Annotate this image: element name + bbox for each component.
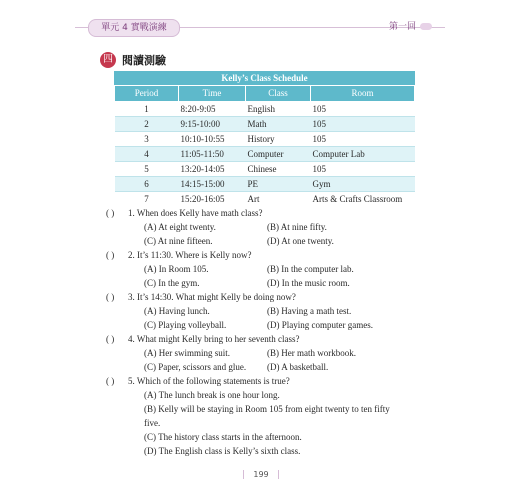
- question-item: [106, 374, 406, 458]
- section-title: 閱讀測驗: [122, 54, 166, 67]
- time-cell: 10:10-10:55: [179, 132, 246, 147]
- table-row: [115, 102, 415, 117]
- period-cell: 3: [115, 132, 179, 147]
- answer-option: (A) Her swimming suit.: [144, 348, 230, 358]
- question-text: 2. It’s 11:30. Where is Kelly now?: [128, 250, 252, 260]
- time-cell: 14:15-15:00: [179, 177, 246, 192]
- table-header-row: [115, 86, 415, 102]
- question-text: 1. When does Kelly have math class?: [128, 208, 263, 218]
- answer-option: (C) In the gym.: [144, 278, 200, 288]
- room-cell: 105: [311, 102, 415, 117]
- answer-option: (B) At nine fifty.: [267, 222, 327, 232]
- table-row: [115, 192, 415, 207]
- class-cell: PE: [246, 177, 311, 192]
- unit-label: 單元 4 實戰演練: [88, 19, 180, 37]
- answer-option: (C) Playing volleyball.: [144, 320, 227, 330]
- answer-option: (A) At eight twenty.: [144, 222, 216, 232]
- class-cell: Math: [246, 117, 311, 132]
- page-number: 199: [243, 470, 279, 479]
- room-cell: 105: [311, 117, 415, 132]
- option-list: [144, 388, 406, 458]
- period-cell: 2: [115, 117, 179, 132]
- option-list: [144, 346, 406, 374]
- answer-option: (D) In the music room.: [267, 278, 350, 288]
- option-list: [144, 262, 406, 290]
- answer-blank[interactable]: ( ): [106, 376, 115, 386]
- answer-blank[interactable]: ( ): [106, 208, 115, 218]
- option-list: [144, 220, 406, 248]
- schedule-table: [114, 71, 415, 206]
- class-cell: Computer: [246, 147, 311, 162]
- section-badge: 四: [100, 52, 116, 68]
- period-cell: 4: [115, 147, 179, 162]
- question-text: 4. What might Kelly bring to her seventh class?: [128, 334, 300, 344]
- class-cell: Chinese: [246, 162, 311, 177]
- question-text: 5. Which of the following statements is true?: [128, 376, 290, 386]
- answer-blank[interactable]: ( ): [106, 250, 115, 260]
- class-cell: Art: [246, 192, 311, 207]
- table-body: [115, 102, 415, 207]
- answer-blank[interactable]: ( ): [106, 334, 115, 344]
- question-stem: [106, 290, 406, 304]
- answer-option: (D) Playing computer games.: [267, 320, 373, 330]
- question-item: [106, 332, 406, 374]
- column-header-time: Time: [179, 86, 246, 102]
- question-stem: [106, 374, 406, 388]
- option-list: [144, 304, 406, 332]
- chapter-label: [354, 20, 432, 34]
- answer-option: (C) Paper, scissors and glue.: [144, 362, 247, 372]
- answer-blank[interactable]: ( ): [106, 292, 115, 302]
- table-row: [115, 162, 415, 177]
- period-cell: 1: [115, 102, 179, 117]
- time-cell: 13:20-14:05: [179, 162, 246, 177]
- room-cell: Arts & Crafts Classroom: [311, 192, 415, 207]
- room-cell: Computer Lab: [311, 147, 415, 162]
- table-row: [115, 177, 415, 192]
- answer-option: (D) At one twenty.: [267, 236, 334, 246]
- period-cell: 7: [115, 192, 179, 207]
- question-stem: [106, 248, 406, 262]
- time-cell: 8:20-9:05: [179, 102, 246, 117]
- period-cell: 5: [115, 162, 179, 177]
- answer-option: (B) In the computer lab.: [267, 264, 354, 274]
- question-stem: [106, 206, 406, 220]
- chapter-marker-icon: [420, 23, 432, 30]
- time-cell: 11:05-11:50: [179, 147, 246, 162]
- question-item: [106, 248, 406, 290]
- answer-option: (D) A basketball.: [267, 362, 329, 372]
- section-heading: [100, 52, 166, 68]
- table-title: Kelly’s Class Schedule: [114, 71, 415, 85]
- room-cell: 105: [311, 132, 415, 147]
- question-list: [106, 206, 406, 458]
- table-row: [115, 117, 415, 132]
- time-cell: 9:15-10:00: [179, 117, 246, 132]
- answer-option: (A) The lunch break is one hour long.: [144, 390, 280, 400]
- question-item: [106, 290, 406, 332]
- answer-option: (C) The history class starts in the afternoon.: [144, 432, 302, 442]
- question-stem: [106, 332, 406, 346]
- period-cell: 6: [115, 177, 179, 192]
- room-cell: 105: [311, 162, 415, 177]
- answer-option: (A) In Room 105.: [144, 264, 209, 274]
- column-header-class: Class: [246, 86, 311, 102]
- question-item: [106, 206, 406, 248]
- table-row: [115, 147, 415, 162]
- answer-option: (D) The English class is Kelly’s sixth class.: [144, 446, 301, 456]
- answer-option: (B) Kelly will be staying in Room 105 from eight twenty to ten fifty five.: [144, 404, 390, 428]
- answer-option: (B) Her math workbook.: [267, 348, 356, 358]
- class-cell: History: [246, 132, 311, 147]
- column-header-room: Room: [311, 86, 415, 102]
- answer-option: (B) Having a math test.: [267, 306, 352, 316]
- class-cell: English: [246, 102, 311, 117]
- answer-option: (C) At nine fifteen.: [144, 236, 213, 246]
- answer-option: (A) Having lunch.: [144, 306, 210, 316]
- table-row: [115, 132, 415, 147]
- chapter-text: 第一回: [388, 22, 416, 32]
- room-cell: Gym: [311, 177, 415, 192]
- column-header-period: Period: [115, 86, 179, 102]
- question-text: 3. It’s 14:30. What might Kelly be doing now?: [128, 292, 296, 302]
- time-cell: 15:20-16:05: [179, 192, 246, 207]
